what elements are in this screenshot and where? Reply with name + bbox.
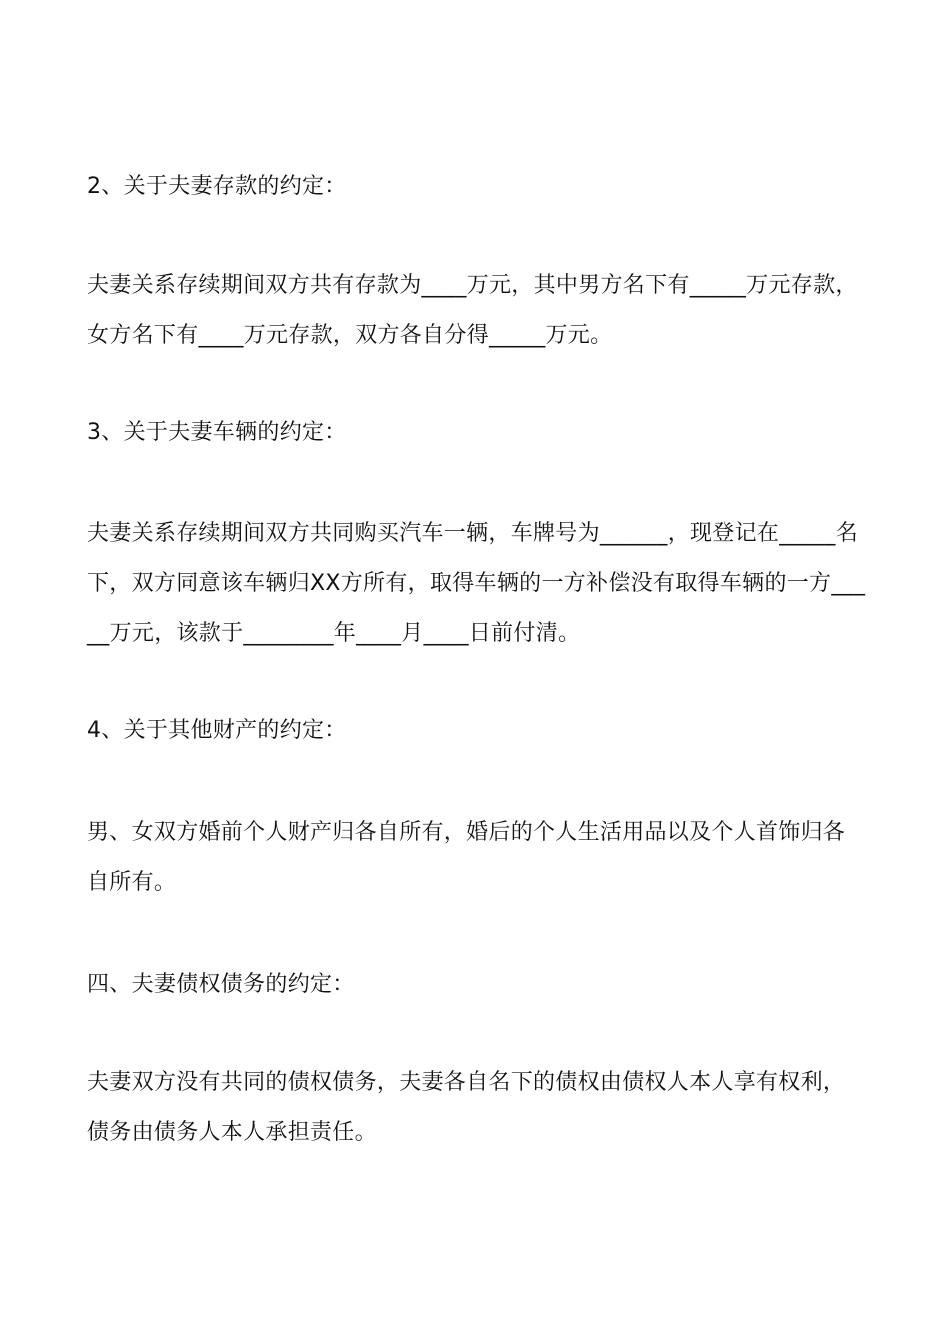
paragraph-vehicles: 夫妻关系存续期间双方共同购买汽车一辆，车牌号为______，现登记在_____名下，双方同意该车辆归XX方所有，取得车辆的一方补偿没有取得车辆的一方_____万元，该款于________年____月____日前付清。 bbox=[87, 521, 866, 646]
paragraph-deposits: 夫妻关系存续期间双方共有存款为____万元，其中男方名下有_____万元存款，女方名下有____万元存款，双方各自分得_____万元。 bbox=[87, 273, 858, 348]
section-heading-vehicles: 3、关于夫妻车辆的约定： bbox=[87, 420, 347, 445]
paragraph-other-property: 男、女双方婚前个人财产归各自所有，婚后的个人生活用品以及个人首饰归各自所有。 bbox=[87, 820, 846, 895]
section-heading-other-property: 4、关于其他财产的约定： bbox=[87, 718, 347, 743]
paragraph-debts: 夫妻双方没有共同的债权债务，夫妻各自名下的债权由债权人本人享有权利，债务由债务人本人承担责任。 bbox=[87, 1070, 846, 1145]
section-heading-deposits: 2、关于夫妻存款的约定： bbox=[87, 174, 347, 199]
section-heading-debts: 四、夫妻债权债务的约定： bbox=[87, 972, 355, 997]
